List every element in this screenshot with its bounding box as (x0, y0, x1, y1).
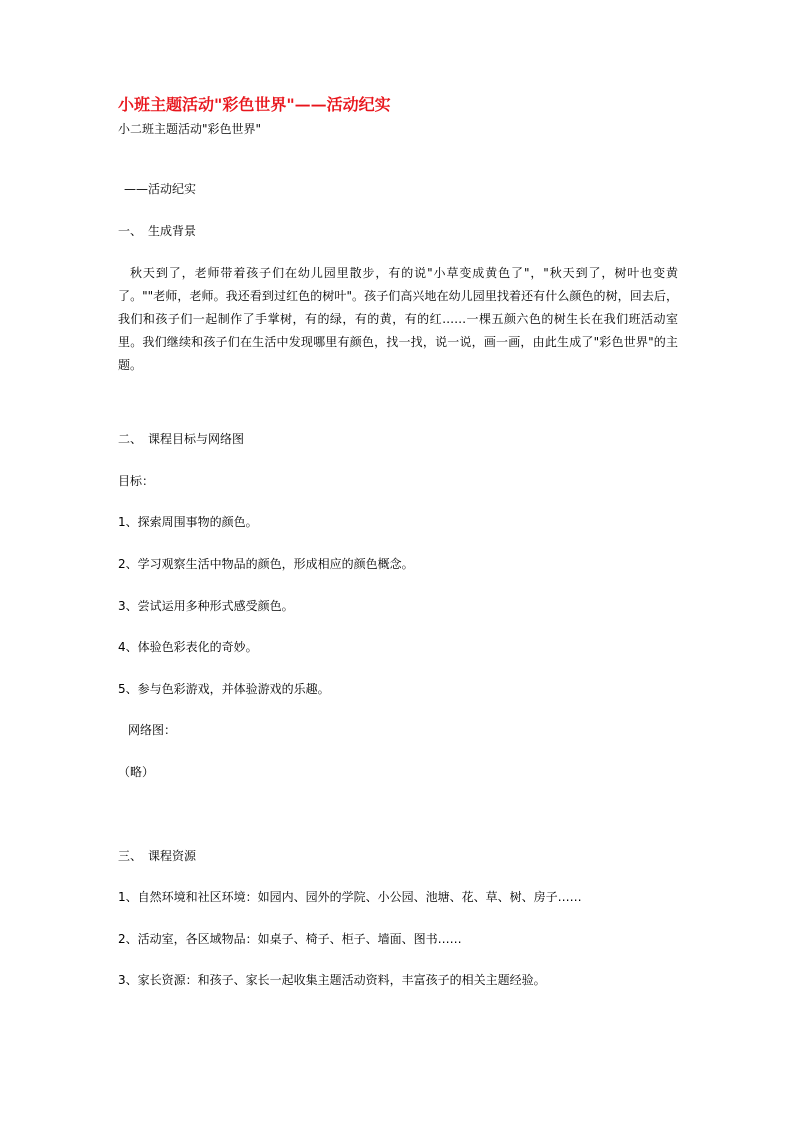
document-title: 小班主题活动"彩色世界"——活动纪实 (118, 95, 391, 114)
resource-item-3: 3、家长资源：和孩子、家长一起收集主题活动资料，丰富孩子的相关主题经验。 (118, 973, 546, 987)
goal-item-1: 1、探索周围事物的颜色。 (118, 515, 258, 529)
document-subsubtitle: ——活动纪实 (124, 182, 197, 196)
section-1-heading: 一、 生成背景 (118, 224, 197, 238)
section-2-heading: 二、 课程目标与网络图 (118, 432, 245, 446)
goal-item-5: 5、参与色彩游戏，并体验游戏的乐趣。 (118, 682, 330, 696)
section-1-paragraph: 秋天到了，老师带着孩子们在幼儿园里散步，有的说"小草变成黄色了"，"秋天到了，树叶也变黄了。""老师，老师。我还看到过红色的树叶"。孩子们高兴地在幼儿园里找着还有什么颜色的树，回去后，我们和孩子们一起制作了手掌树，有的绿，有的黄，有的红……一棵五颜六色的树生长在我们班活动室里。我们继续和孩子们在生活中发现哪里有颜色，找一找，说一说，画一画，由此生成了"彩色世界"的主题。 (118, 266, 678, 372)
goal-item-2: 2、学习观察生活中物品的颜色，形成相应的颜色概念。 (118, 557, 414, 571)
goal-item-3: 3、尝试运用多种形式感受颜色。 (118, 599, 294, 613)
resource-item-2: 2、活动室，各区域物品：如桌子、椅子、柜子、墙面、图书…… (118, 932, 462, 946)
goal-item-4: 4、体验色彩表化的奇妙。 (118, 640, 258, 654)
network-label: 网络图： (128, 723, 177, 737)
document-subtitle: 小二班主题活动"彩色世界" (118, 122, 262, 136)
section-3-heading: 三、 课程资源 (118, 849, 197, 863)
resource-item-1: 1、自然环境和社区环境：如园内、园外的学院、小公园、池塘、花、草、树、房子…… (118, 890, 582, 904)
network-note: （略） (118, 765, 155, 779)
goals-label: 目标： (118, 474, 155, 488)
